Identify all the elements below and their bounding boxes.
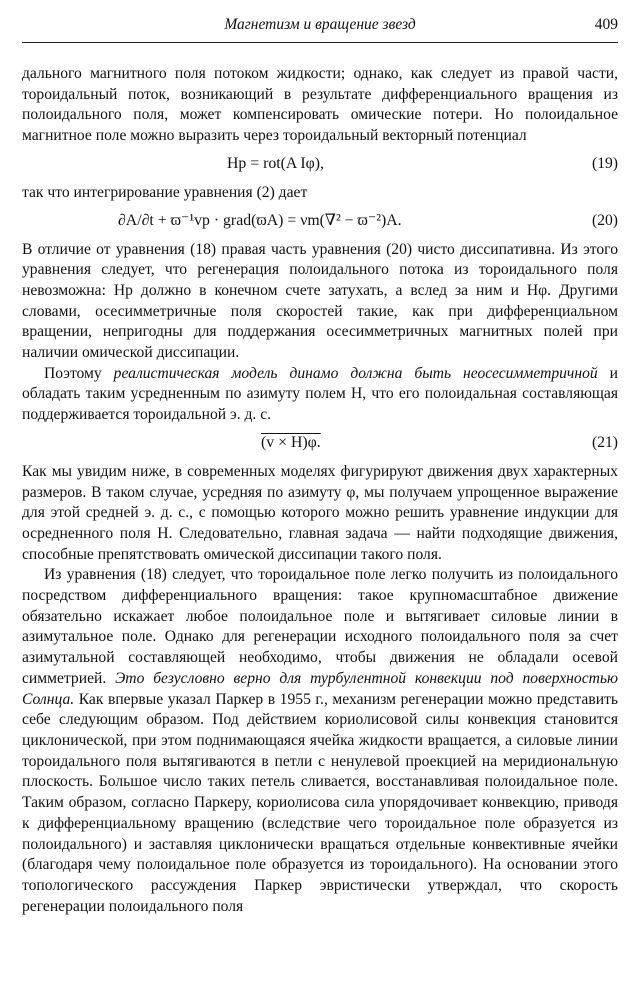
equation-21-number: (21) — [592, 434, 618, 452]
book-page — [22, 8, 618, 917]
equation-20 — [22, 209, 618, 235]
equation-20-number: (20) — [592, 212, 618, 230]
page-body — [22, 64, 618, 917]
paragraph-2: так что интегрирование уравнения (2) дает — [22, 183, 308, 201]
equation-21-formula: (v × H)φ. — [261, 434, 321, 452]
paragraph-3: В отличие от уравнения (18) правая часть уравнения (20) чисто диссипативна. Из этого уравнения следует, что регенерация полоидального потока из тороидального поля невозможна: Hp должно в конечном счете затухать, а вслед за ним и Hφ. Другими словами, осесимметричные поля скоростей такие, как при дифференциальном вращении, непригодны для поддержания осесимметричных магнитных полей при наличии омической диссипации. — [22, 240, 618, 362]
paragraph-6-emphasis: Это безусловно верно для турбулентной конвекции под поверхностью Солнца. — [22, 669, 618, 708]
equation-21 — [22, 431, 618, 457]
running-title: Магнетизм и вращение звезд — [224, 16, 416, 33]
equation-20-formula: ∂A/∂t + ϖ⁻¹vp · grad(ϖA) = νm(∇² − ϖ⁻²)A. — [118, 212, 402, 230]
paragraph-4-end: и обладать таким усредненным по азимуту полем H, что его полоидальная составляющая поддерживается тороидальной э. д. с. — [22, 364, 618, 424]
paragraph-6 — [22, 565, 618, 917]
page-number: 409 — [594, 16, 618, 33]
paragraph-6-start: Из уравнения (18) следует, что тороидальное поле легко получить из полоидального посредством дифференциального вращения: такое крупномасштабное движение обязательно искажает любое полоидальное поле и вытягивает силовые линии в азимутальное поле. Однако для регенерации исходного полоидального поля за счет азимутальной составляющей необходимо, чтобы движения не обладали осевой симметрией. — [22, 566, 618, 687]
paragraph-5: Как мы увидим ниже, в современных моделях фигурируют движения двух характерных размеров. В таком случае, усредняя по азимуту φ, мы получаем упрощенное выражение для этой средней э. д. с., с помощью которого можно решить уравнение индукции для осредненного поля H. Следовательно, главная задача — найти подходящие движения, способные препятствовать омической диссипации такого поля. — [22, 462, 618, 563]
equation-19-formula: Hp = rot(A Iφ), — [227, 155, 324, 173]
paragraph-6-end: Как впервые указал Паркер в 1955 г., механизм регенерации можно представить себе следующим образом. Под действием кориолисовой силы конвекция становится циклонической, при этом поднимающаяся ячейка жидкости вращается, а силовые линии тороидального поля вытягиваются в петли с ненулевой проекцией на меридиональную плоскость. Большое число таких петель сливается, восстанавливая полоидальное поле. Таким образом, согласно Паркеру, кориолисова сила упорядочивает конвекцию, приводя к дифференциальному вращению (вследствие чего тороидальное поле образуется из полоидального) и заставляя циклонически вращаться отдельные конвективные ячейки (благодаря чему полоидальное поле образуется из тороидального). На основании этого топологического рассуждения Паркер эвристически утверждал, что скорость регенерации полоидального поля — [22, 690, 618, 915]
equation-19-number: (19) — [592, 155, 618, 173]
paragraph-4 — [22, 364, 618, 426]
paragraph-1: дального магнитного поля потоком жидкости; однако, как следует из правой части, тороидальный поток, возникающий в результате дифференциального вращения из полоидального поля, может компенсировать омические потери. Но полоидальное магнитное поле можно выразить через тороидальный векторный потенциал — [22, 65, 618, 145]
paragraph-4-emphasis: реалистическая модель динамо должна быть неосесимметричной — [113, 364, 598, 382]
equation-19 — [22, 152, 618, 178]
running-header — [22, 8, 618, 43]
paragraph-4-start: Поэтому — [44, 364, 102, 382]
